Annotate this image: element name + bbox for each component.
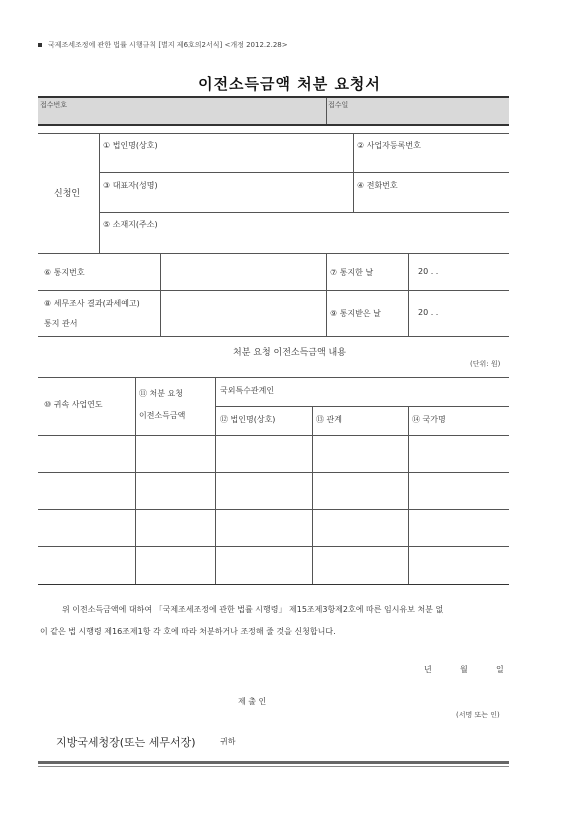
divider xyxy=(38,253,509,254)
col-header-corp-name: ⑫ 법인명(상호) xyxy=(220,415,276,424)
notice-date-value: 20 . . xyxy=(418,267,439,276)
received-date-value: 20 . . xyxy=(418,308,439,317)
divider xyxy=(135,377,136,584)
header-note-text: 국제조세조정에 관한 법률 시행규칙 [별지 제6호의2서식] <개정 2012.2.28> xyxy=(48,41,288,49)
divider xyxy=(353,133,354,212)
audit-office-label-line1: ⑧ 세무조사 결과(과세예고) xyxy=(44,299,140,308)
phone-field-label: ④ 전화번호 xyxy=(357,181,398,190)
receipt-number-label: 접수번호 xyxy=(40,101,68,109)
biz-reg-no-field-label: ② 사업자등록번호 xyxy=(357,141,421,150)
detail-heading: 처분 요청 이전소득금액 내용 xyxy=(233,348,346,358)
col-header-year: ⑩ 귀속 사업연도 xyxy=(44,400,103,409)
audit-office-label-line2: 통지 관서 xyxy=(44,319,78,328)
bottom-rule xyxy=(38,761,509,764)
divider xyxy=(38,435,509,436)
statement-line2: 이 같은 법 시행령 제16조제1항 각 호에 따라 처분하거나 조정해 줄 것을 신청합니다. xyxy=(40,627,336,636)
applicant-label: 신청인 xyxy=(54,189,81,199)
bullet-icon xyxy=(38,43,42,47)
addressee-office: 지방국세청장(또는 세무서장) xyxy=(56,736,196,749)
divider xyxy=(38,133,509,134)
received-date-label: ⑨ 통지받은 날 xyxy=(330,309,381,318)
date-year-label: 년 xyxy=(424,665,432,674)
submitter-label: 제 출 인 xyxy=(238,697,267,706)
form-title: 이전소득금액 처분 요청서 xyxy=(198,75,381,93)
date-month-label: 월 xyxy=(460,665,468,674)
divider xyxy=(38,290,509,291)
divider xyxy=(38,336,509,337)
unit-note: (단위: 원) xyxy=(470,360,501,368)
notice-date-label: ⑦ 통지한 날 xyxy=(330,268,374,277)
divider xyxy=(312,406,313,584)
col-header-related-party: 국외특수관계인 xyxy=(220,386,275,395)
divider xyxy=(160,254,161,336)
address-field-label: ⑤ 소재지(주소) xyxy=(103,220,158,229)
divider xyxy=(99,172,509,173)
receipt-date-label: 접수일 xyxy=(328,101,349,109)
receipt-row-bg xyxy=(38,96,509,124)
col-header-country: ⑭ 국가명 xyxy=(412,415,446,424)
bottom-rule xyxy=(38,766,509,767)
divider xyxy=(99,133,100,253)
divider xyxy=(38,96,509,98)
divider xyxy=(215,377,216,584)
divider xyxy=(408,406,409,584)
col-header-relation: ⑬ 관계 xyxy=(316,415,342,424)
notice-no-label: ⑥ 통지번호 xyxy=(44,268,85,277)
divider xyxy=(38,472,509,473)
divider xyxy=(38,584,509,585)
col-header-amount-line1: ⑪ 처분 요청 xyxy=(139,389,183,398)
representative-field-label: ③ 대표자(성명) xyxy=(103,181,158,190)
sign-note: (서명 또는 인) xyxy=(456,711,500,719)
addressee-suffix: 귀하 xyxy=(220,737,236,746)
divider xyxy=(38,124,509,126)
divider xyxy=(99,212,509,213)
divider xyxy=(326,254,327,336)
divider xyxy=(38,377,509,378)
divider xyxy=(38,509,509,510)
statement-line1: 위 이전소득금액에 대하여 「국제조세조정에 관한 법률 시행령」 제15조제3항제2호에 따른 임시유보 처분 없 xyxy=(62,605,444,614)
divider xyxy=(38,546,509,547)
divider xyxy=(408,254,409,336)
divider xyxy=(215,406,509,407)
form-header-note xyxy=(38,40,288,50)
col-header-amount-line2: 이전소득금액 xyxy=(139,411,186,420)
date-day-label: 일 xyxy=(496,665,504,674)
divider xyxy=(326,98,327,124)
corp-name-field-label: ① 법인명(상호) xyxy=(103,141,158,150)
